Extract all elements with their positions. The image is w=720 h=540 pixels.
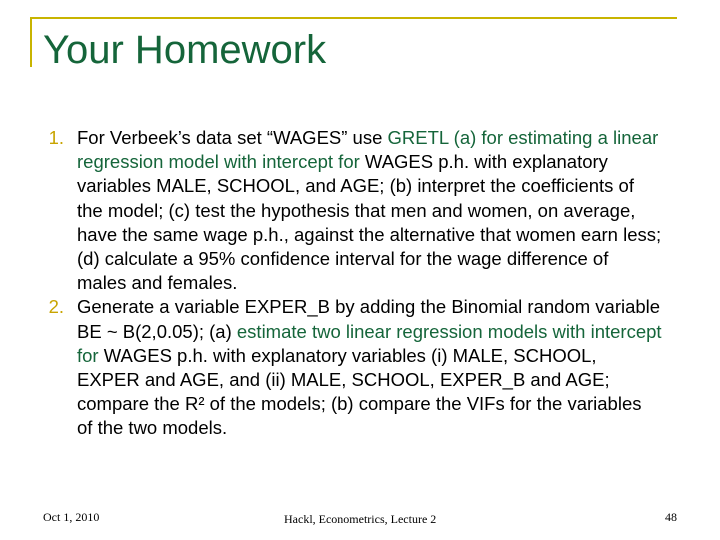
item-text: For Verbeek’s data set “WAGES” use (77, 127, 388, 148)
slide-title: Your Homework (43, 28, 327, 72)
frame-top-line (30, 17, 677, 19)
item-text: WAGES p.h. with explanatory variables (i) MALE, SCHOOL, EXPER and AGE, and (ii) MALE, SCHOOL, EXPER_B and AGE; compare the R² of the models; (b) compare the VIFs for the variables of the two models. (77, 344, 642, 439)
homework-item-1 (12, 126, 662, 295)
footer-date: Oct 1, 2010 (43, 510, 100, 524)
item-number: 1. (48, 127, 64, 148)
item-highlight-text: estimate two linear regression models with intercept for (77, 320, 662, 366)
item-highlight-text: GRETL (a) for estimating a linear regression model with intercept for (77, 127, 659, 173)
item-text: Generate a variable EXPER_B by adding the Binomial random variable BE ~ B(2,0.05); (a) (77, 296, 661, 342)
homework-item-2 (12, 295, 662, 440)
item-number: 2. (48, 296, 64, 318)
frame-left-line (30, 17, 32, 67)
item-text: WAGES p.h. with explanatory variables MALE, SCHOOL, and AGE; (b) interpret the coefficients of the model; (c) test the hypothesis that men and women, on average, have the same wage p.h., against the alternative that women earn less; (d) calculate a 95% confidence interval for the wage difference of males and females. (77, 151, 662, 294)
footer-center-text: Hackl, Econometrics, Lecture 2 (284, 512, 437, 526)
homework-list (12, 126, 662, 441)
page-number: 48 (665, 510, 677, 524)
